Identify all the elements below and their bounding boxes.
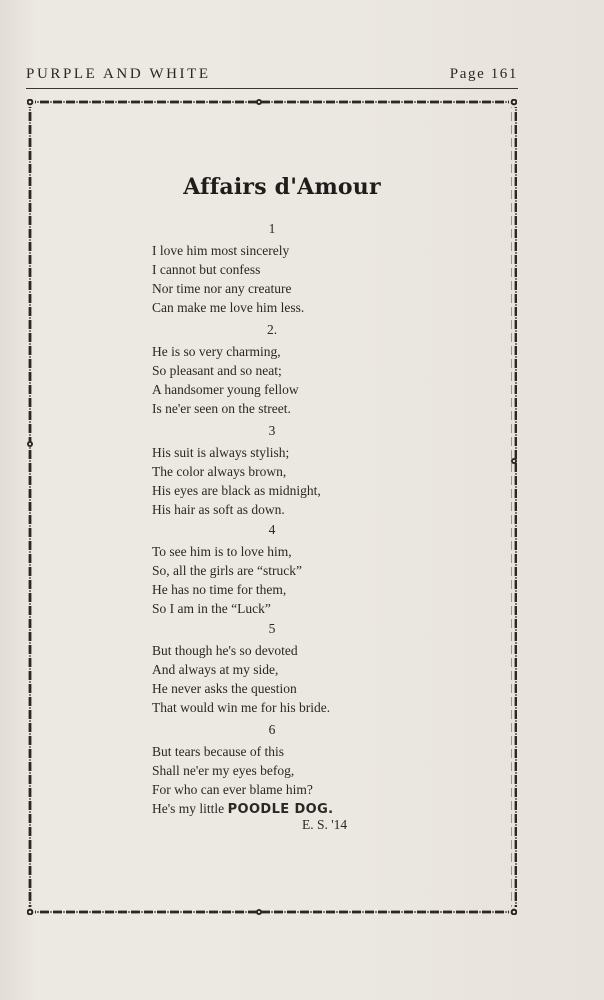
stanza-3 — [152, 422, 452, 520]
poem-line: For who can ever blame him? — [152, 782, 313, 797]
poem-line: The color always brown, — [152, 464, 287, 479]
poem-line: To see him is to love him, — [152, 544, 292, 559]
poem-line: He is so very charming, — [152, 344, 281, 359]
page-number: Page 161 — [449, 66, 518, 82]
poem-line: But though he's so devoted — [152, 643, 298, 658]
poem-line: His eyes are black as midnight, — [152, 483, 321, 498]
running-header — [26, 66, 518, 89]
stanza-number: 5 — [268, 621, 276, 636]
stanza-5 — [152, 620, 452, 718]
poem-line: Can make me love him less. — [152, 300, 305, 315]
poem-line-text: He's my little — [152, 801, 228, 816]
poem-line: So pleasant and so neat; — [152, 363, 282, 378]
stanza-number: 4 — [268, 522, 276, 537]
stanza-number: 3 — [268, 423, 276, 438]
author-signature: E. S. '14 — [302, 817, 348, 832]
stanza-1 — [152, 220, 452, 318]
stanza-6 — [152, 721, 452, 819]
poem-line: Shall ne'er my eyes befog, — [152, 763, 295, 778]
stanza-4 — [152, 521, 452, 619]
poem-line: His hair as soft as down. — [152, 502, 285, 517]
poem-line: He never asks the question — [152, 681, 297, 696]
publication-title: PURPLE AND WHITE — [26, 66, 211, 82]
poem-line: I cannot but confess — [152, 262, 261, 277]
stanza-number: 6 — [268, 722, 276, 737]
poem-line: Is ne'er seen on the street. — [152, 401, 291, 416]
poem-line: But tears because of this — [152, 744, 284, 759]
poem-line: A handsomer young fellow — [152, 382, 299, 397]
poem-line: I love him most sincerely — [152, 243, 290, 258]
poem-title: Affairs d'Amour — [183, 174, 381, 200]
poem-line: That would win me for his bride. — [152, 700, 331, 715]
stanza-number: 1 — [268, 221, 276, 236]
poem-line: So I am in the “Luck” — [152, 601, 271, 616]
stanza-number: 2. — [266, 322, 278, 337]
poem-line: Nor time nor any creature — [152, 281, 292, 296]
poem-line: He has no time for them, — [152, 582, 287, 597]
poem-emphasis: POODLE DOG. — [227, 802, 334, 817]
stanza-2 — [152, 321, 452, 419]
poem-line: His suit is always stylish; — [152, 445, 290, 460]
poem-line: So, all the girls are “struck” — [152, 563, 302, 578]
poem-line: And always at my side, — [152, 662, 279, 677]
